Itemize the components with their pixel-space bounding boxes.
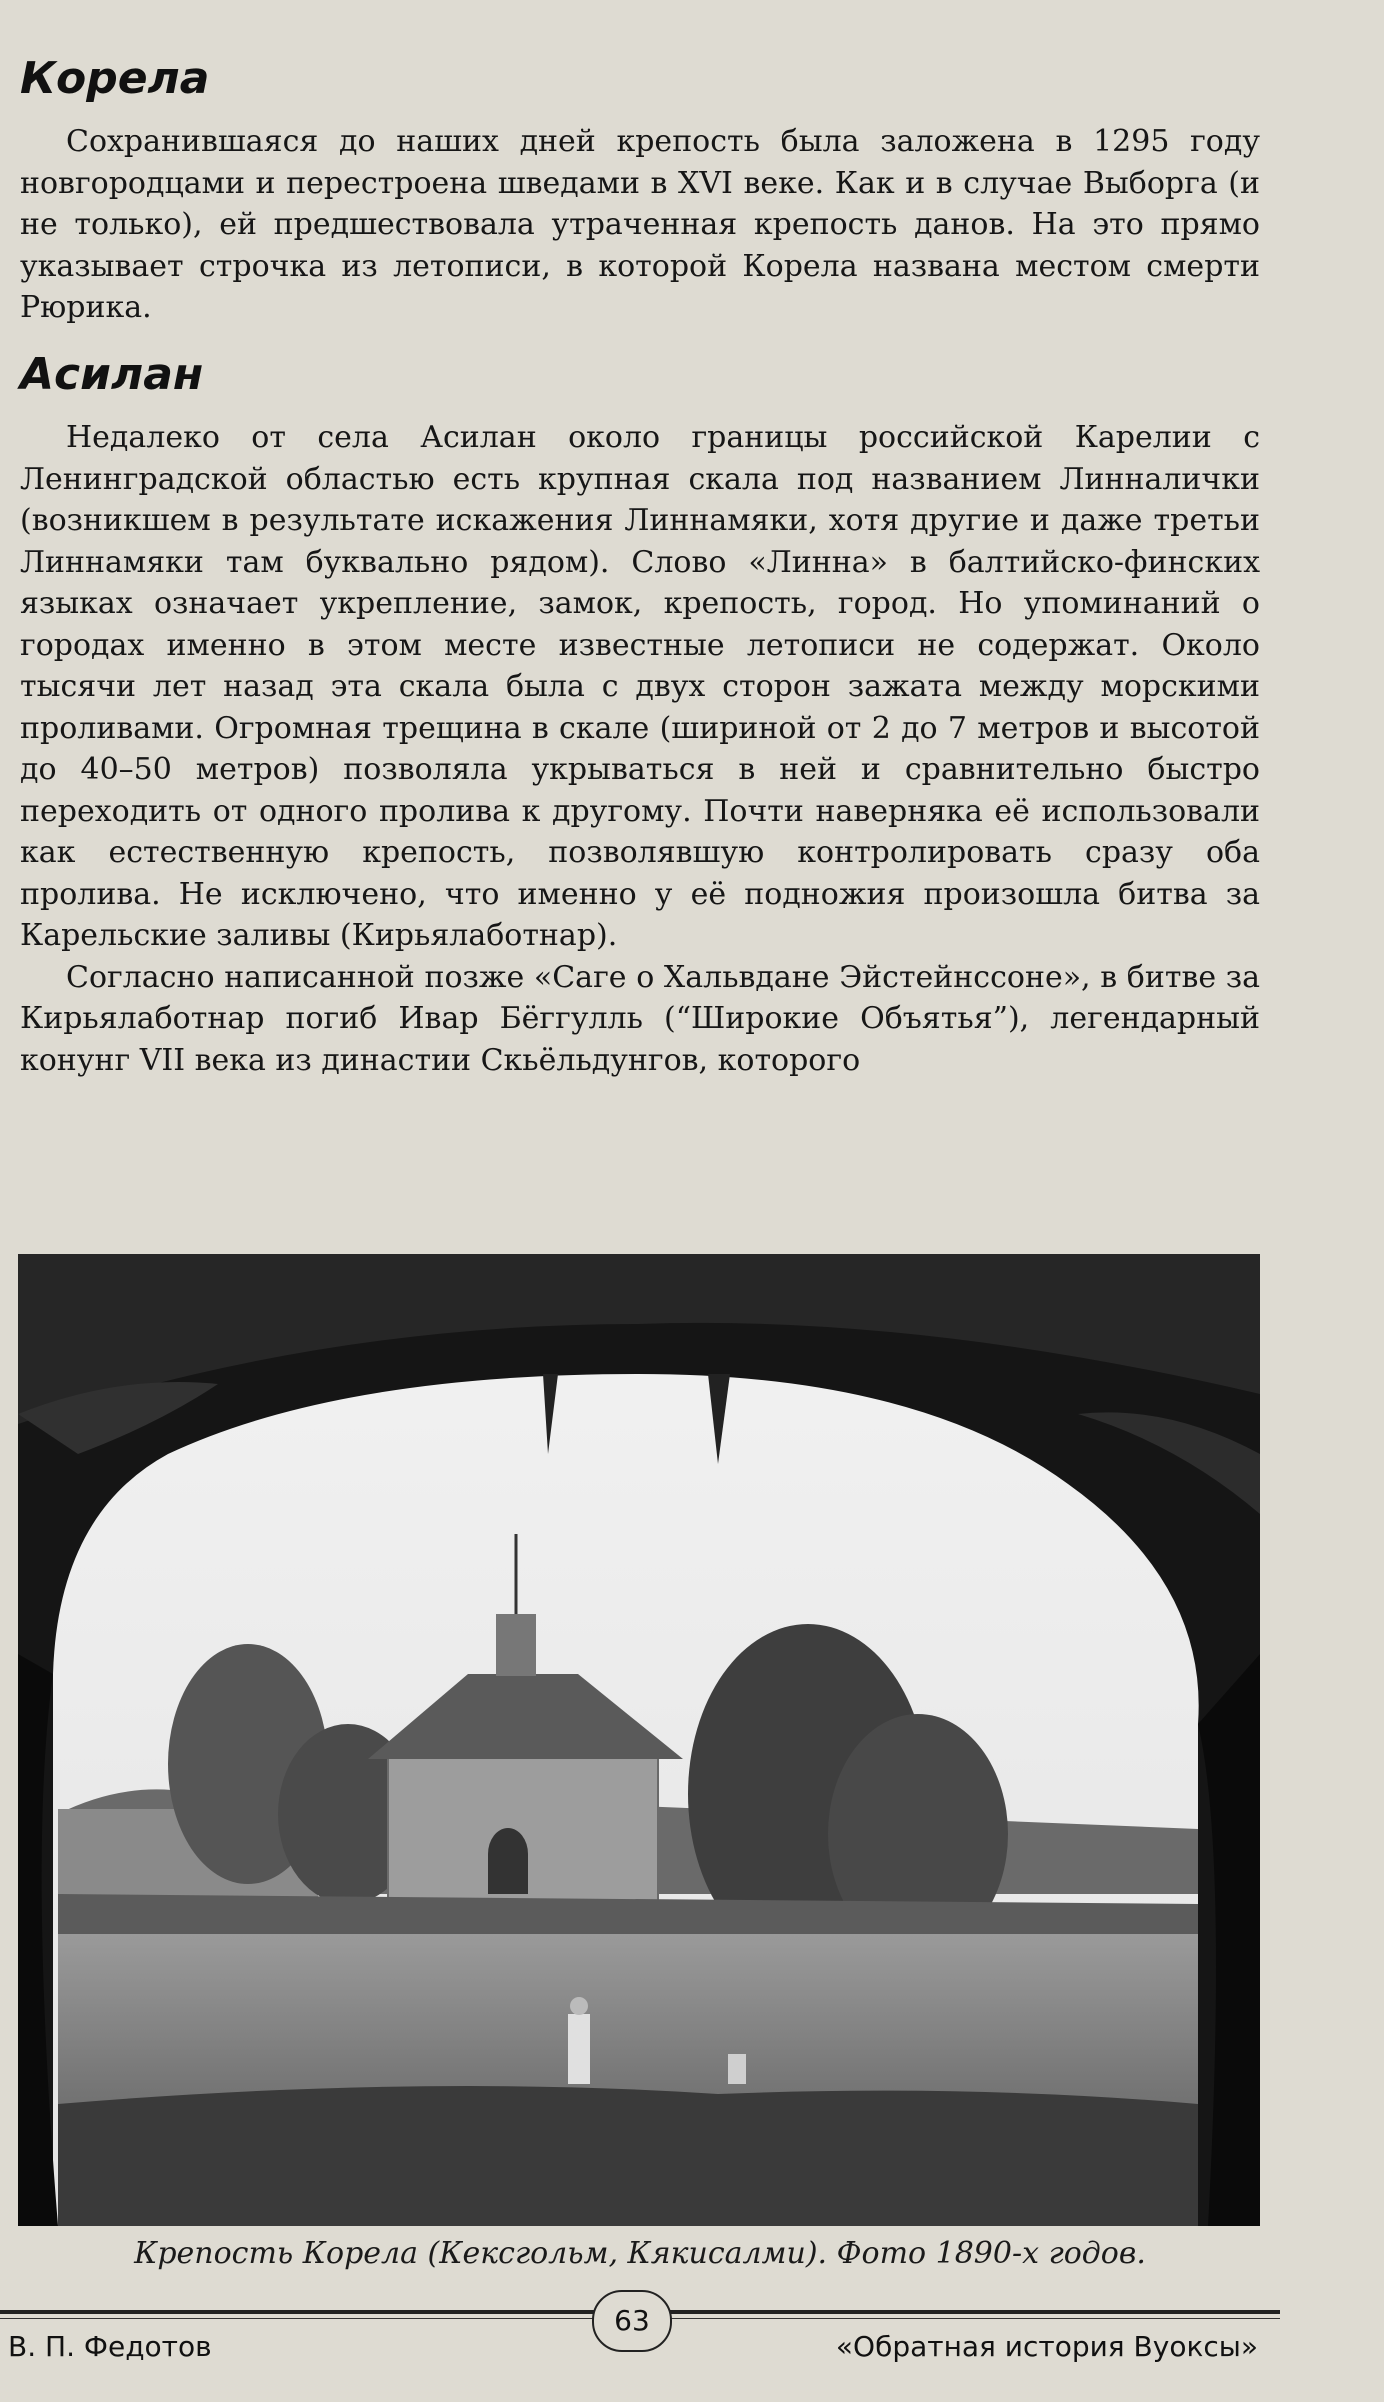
- paragraph-asilan-1: Недалеко от села Асилан около границы российской Карелии с Ленинградской областью есть крупная скала под названием Линналички (возникшем в результате искажения Линнамяки, хотя другие и даже третьи Линнамяки там буквально рядом). Слово «Линна» в балтийско-финских языках означает укрепление, замок, крепость, город. Но упоминаний о городах именно в этом месте известные летописи не содержат. Около тысячи лет назад эта скала была с двух сторон зажата между морскими проливами. Огромная трещина в скале (шириной от 2 до 7 метров и высотой до 40–50 метров) позволяла укрываться в ней и сравнительно быстро переходить от одного пролива к другому. Почти наверняка её использовали как естественную крепость, позволявшую контролировать сразу оба пролива. Не исключено, что именно у её подножия произошла битва за Карельские заливы (Кирьялаботнар).: [20, 420, 1260, 954]
- fortress-photo: [18, 1254, 1260, 2226]
- section-heading-korela: Корела: [20, 53, 210, 104]
- section-heading-asilan: Асилан: [20, 348, 204, 400]
- footer-book-title: «Обратная история Вуоксы»: [835, 2330, 1258, 2363]
- photo-illustration: [18, 1254, 1260, 2226]
- paragraph-asilan-2: Согласно написанной позже «Саге о Хальвдане Эйстейнссоне», в битве за Кирьялаботнар погиб Ивар Бёггулль (“Широкие Объятья”), легендарный конунг VII века из династии Скьёльдунгов, которого: [20, 959, 1260, 1078]
- figure-caption: Крепость Корела (Кексгольм, Кякисалми). Фото 1890-х годов.: [134, 2236, 1146, 2271]
- text-column: [20, 55, 1260, 1081]
- page-number: 63: [592, 2290, 672, 2352]
- paragraph-korela: Сохранившаяся до наших дней крепость была заложена в 1295 году новгородцами и перестроена шведами в XVI веке. Как и в случае Выборга (и не только), ей предшествовала утраченная крепость данов. На это прямо указывает строчка из летописи, в которой Корела названа местом смерти Рюрика.: [20, 124, 1260, 326]
- footer-author: В. П. Федотов: [8, 2330, 212, 2363]
